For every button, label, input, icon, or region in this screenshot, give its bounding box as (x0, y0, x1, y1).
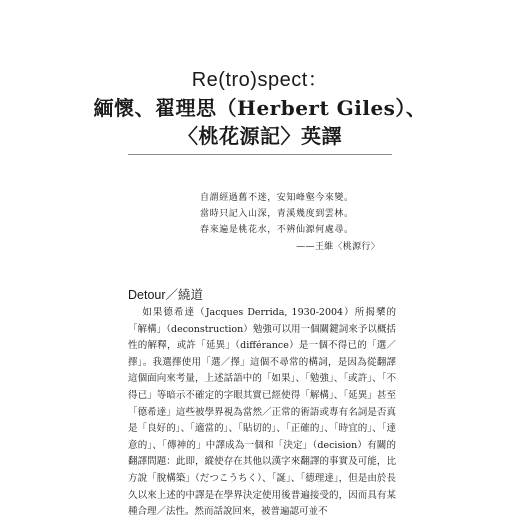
article-title (0, 66, 520, 150)
epigraph-line: 當時只記入山深，青溪幾度到雲林。 (200, 209, 354, 219)
epigraph-line: 春來遍是桃花水，不辨仙源何處尋。 (200, 225, 354, 235)
title-line-2: 緬懷、翟理思（Herbert Giles）、 (93, 96, 427, 120)
epigraph-attribution: ——王維〈桃源行〉 (296, 242, 380, 252)
paragraph: 如果德希達（Jacques Derrida, 1930-2004）所揭櫫的「解構」（deconstruction）勉強可以用一個關鍵詞來予以概括性的解釋，或許「延異」（différance）是一個不得已的「選／擇」。我選擇使用「選／擇」這個不尋常的構詞，是因為從翻譯這個面向來考量，上述話語中的「如果」、「勉強」、「或許」、「不得已」等暗示不確定的字眼其實已經使得「解構」、「延異」甚至「德希達」這些被學界視為當然／正常的術語或專有名詞是否真是「良好的」、「適當的」、「貼切的」、「正確的」、「時宜的」、「達意的」、「傳神的」中譯成為一個和「決定」（decision）有關的翻譯問題：此即，縱使存在其他以漢字來翻譯的事實及可能，比方說「脫構築」（だつこうちく）、「誕」、「德理達」，但是由於長久以來上述的中譯是在學界決定使用後普遍接受的，因而具有某種合理／法性。然而話說回來，被普遍認可並不 (128, 307, 396, 518)
title-line-1: Re(tro)spect： (191, 69, 329, 91)
title-line-3: 〈桃花源記〉英譯 (178, 124, 342, 148)
epigraph (200, 190, 380, 255)
section-heading: Detour／繞道 (128, 288, 204, 302)
epigraph-line: 自謂經過舊不迷，安知峰壑今來變。 (200, 193, 354, 203)
title-divider (128, 154, 392, 155)
body-text (128, 305, 396, 521)
